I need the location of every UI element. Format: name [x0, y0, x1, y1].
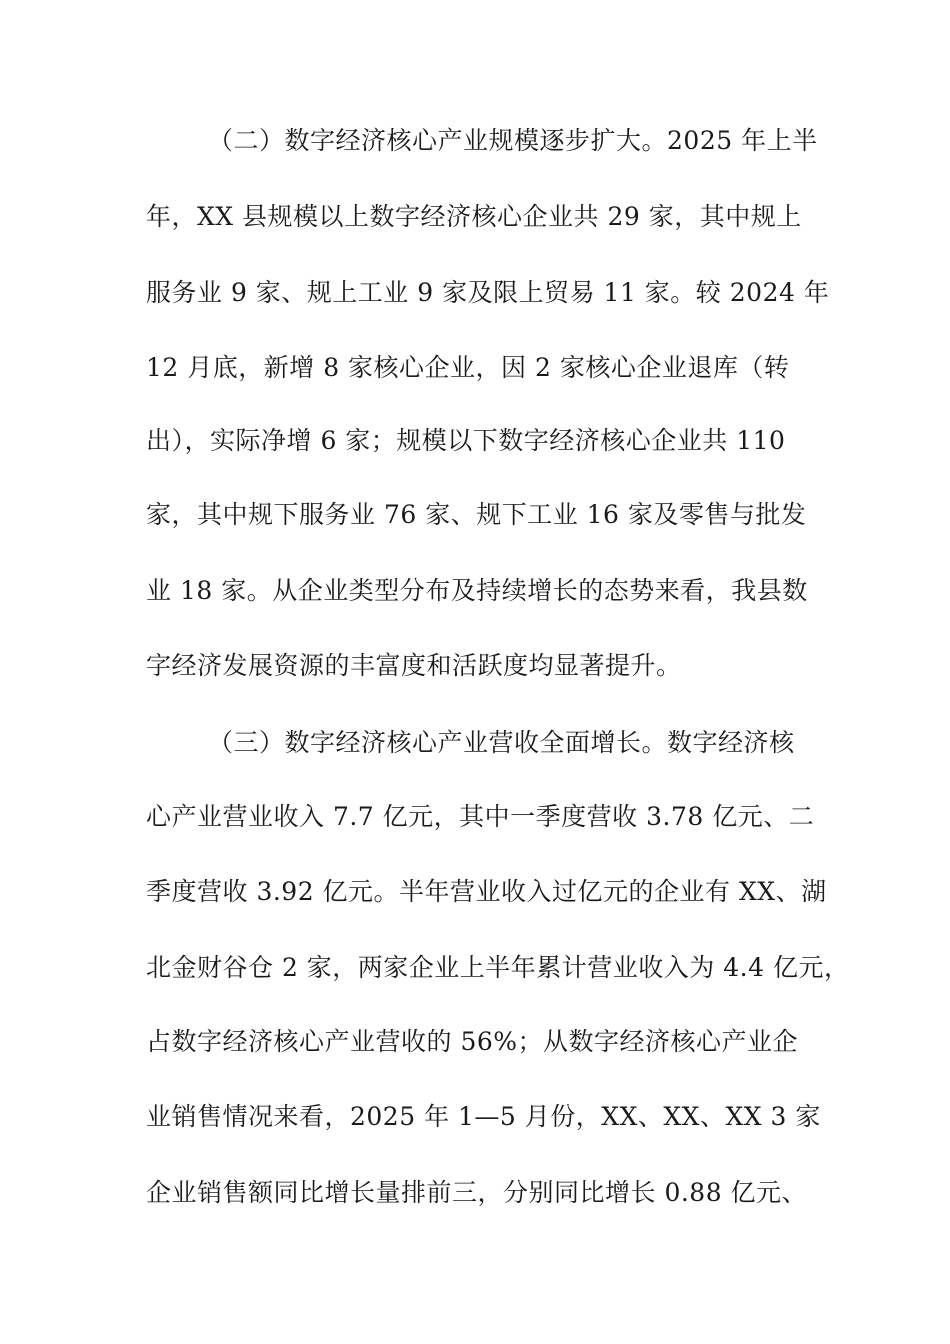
text-line: 业销售情况来看，2025 年 1—5 月份，XX、XX、XX 3 家: [146, 1102, 821, 1131]
text-line: 业 18 家。从企业类型分布及持续增长的态势来看，我县数: [146, 576, 808, 605]
text-line: 字经济发展资源的丰富度和活跃度均显著提升。: [146, 651, 682, 680]
text-line: 服务业 9 家、规上工业 9 家及限上贸易 11 家。较 2024 年: [146, 278, 830, 307]
text-line: 家，其中规下服务业 76 家、规下工业 16 家及零售与批发: [146, 500, 807, 529]
text-line: 12 月底，新增 8 家核心企业，因 2 家核心企业退库（转: [146, 353, 790, 382]
text-line: （二）数字经济核心产业规模逐步扩大。2025 年上半: [208, 126, 818, 155]
text-line: 心产业营业收入 7.7 亿元，其中一季度营收 3.78 亿元、二: [146, 802, 815, 831]
text-line: 出），实际净增 6 家；规模以下数字经济核心企业共 110: [146, 426, 786, 455]
text-line: （三）数字经济核心产业营收全面增长。数字经济核: [208, 728, 795, 757]
text-line: 占数字经济核心产业营收的 56%；从数字经济核心产业企: [146, 1027, 799, 1056]
text-line: 企业销售额同比增长量排前三，分别同比增长 0.88 亿元、: [146, 1178, 808, 1207]
text-line: 季度营收 3.92 亿元。半年营业收入过亿元的企业有 XX、湖: [146, 877, 827, 906]
text-line: 年，XX 县规模以上数字经济核心企业共 29 家，其中规上: [146, 202, 802, 231]
text-line: 北金财谷仓 2 家，两家企业上半年累计营业收入为 4.4 亿元，: [146, 953, 850, 982]
